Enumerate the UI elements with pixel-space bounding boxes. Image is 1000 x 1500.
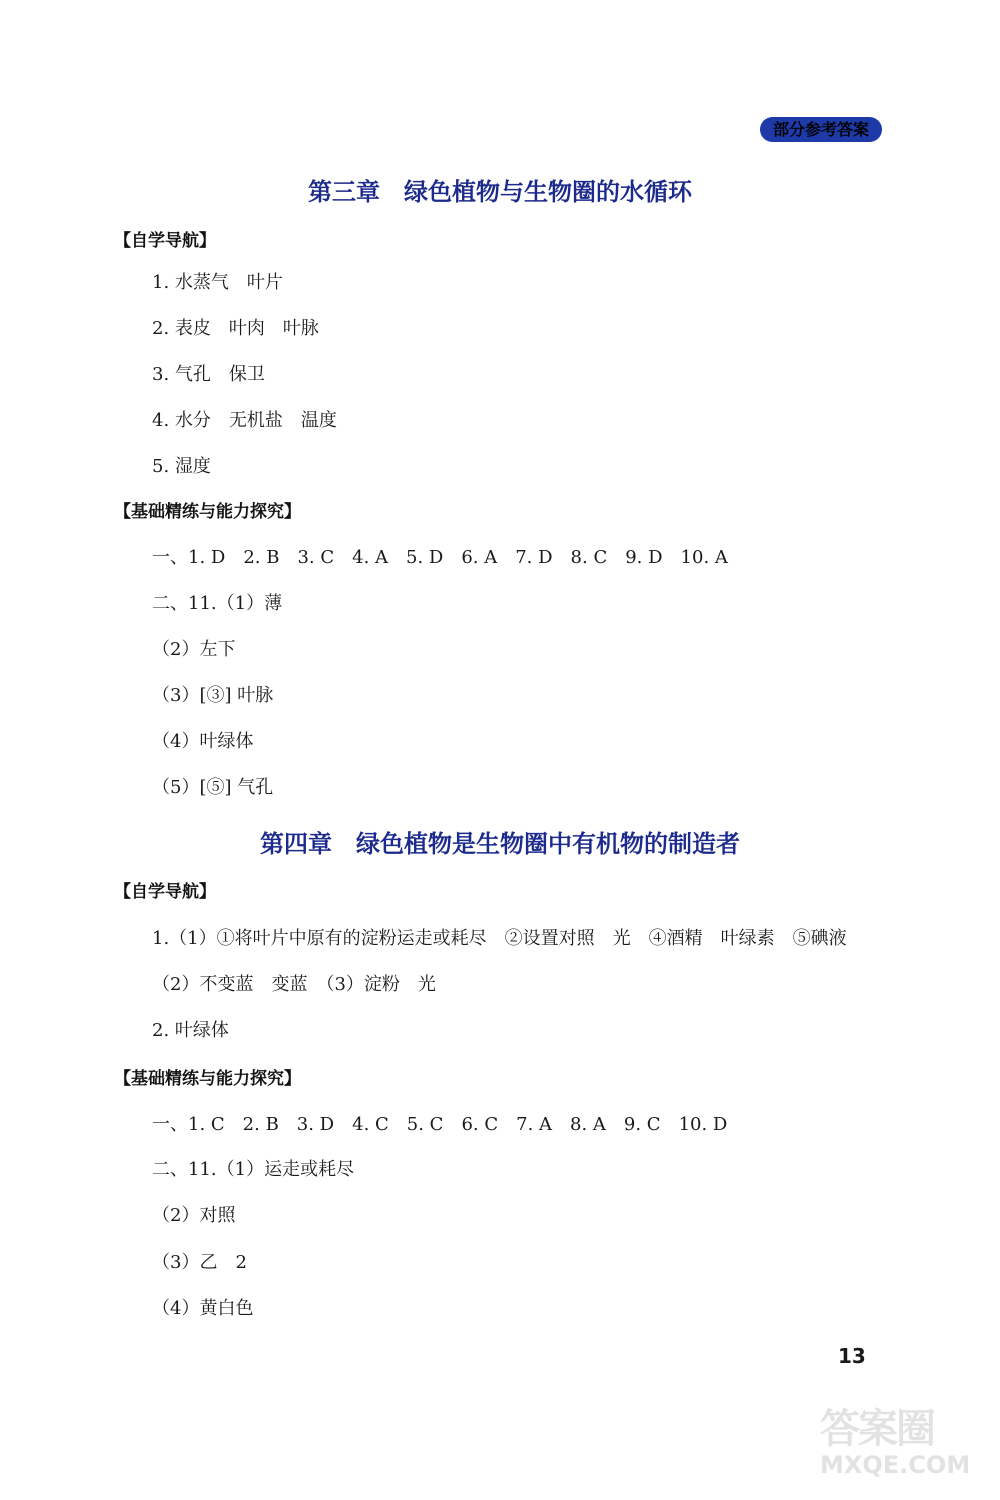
chapter3-s2-line-1: 一、1. D 2. B 3. C 4. A 5. D 6. A 7. D 8. C 9. D 10. A <box>152 547 728 568</box>
chapter4-s2-line-4: （3）乙 2 <box>152 1252 247 1273</box>
chapter4-s2-line-3: （2）对照 <box>152 1205 236 1226</box>
chapter3-title: 第三章 绿色植物与生物圈的水循环 <box>308 178 692 206</box>
chapter4-s2-line-2: 二、11.（1）运走或耗尽 <box>152 1159 355 1180</box>
chapter4-s1-line-1: 1.（1）①将叶片中原有的淀粉运走或耗尽 ②设置对照 光 ④酒精 叶绿素 ⑤碘液 <box>152 928 847 949</box>
watermark-bottom: MXQE.COM <box>820 1451 971 1479</box>
chapter3-s2-line-4: （3）[③] 叶脉 <box>152 685 274 706</box>
chapter3-s2-line-5: （4）叶绿体 <box>152 731 254 752</box>
page-number: 13 <box>838 1344 866 1368</box>
chapter3-s1-line-4: 4. 水分 无机盐 温度 <box>152 410 337 431</box>
chapter3-s2-line-3: （2）左下 <box>152 639 236 660</box>
chapter3-s1-line-2: 2. 表皮 叶肉 叶脉 <box>152 318 319 339</box>
chapter3-s2-line-6: （5）[⑤] 气孔 <box>152 777 274 798</box>
chapter3-section1-heading: 【自学导航】 <box>114 231 216 251</box>
answer-key-badge: 部分参考答案 <box>760 117 882 142</box>
chapter3-s1-line-5: 5. 湿度 <box>152 456 211 477</box>
chapter3-section2-heading: 【基础精练与能力探究】 <box>114 502 301 522</box>
chapter3-s2-line-2: 二、11.（1）薄 <box>152 593 283 614</box>
chapter3-s1-line-1: 1. 水蒸气 叶片 <box>152 272 283 293</box>
chapter4-s1-line-2: （2）不变蓝 变蓝 （3）淀粉 光 <box>152 974 436 995</box>
chapter4-section2-heading: 【基础精练与能力探究】 <box>114 1069 301 1089</box>
chapter4-section1-heading: 【自学导航】 <box>114 882 216 902</box>
chapter4-s2-line-1: 一、1. C 2. B 3. D 4. C 5. C 6. C 7. A 8. A 9. C 10. D <box>152 1114 728 1135</box>
chapter4-s1-line-3: 2. 叶绿体 <box>152 1020 229 1041</box>
chapter4-s2-line-5: （4）黄白色 <box>152 1298 254 1319</box>
watermark-logo <box>820 1408 995 1498</box>
chapter4-title: 第四章 绿色植物是生物圈中有机物的制造者 <box>260 830 740 858</box>
watermark-top: 答案圈 <box>820 1406 934 1452</box>
chapter3-s1-line-3: 3. 气孔 保卫 <box>152 364 265 385</box>
